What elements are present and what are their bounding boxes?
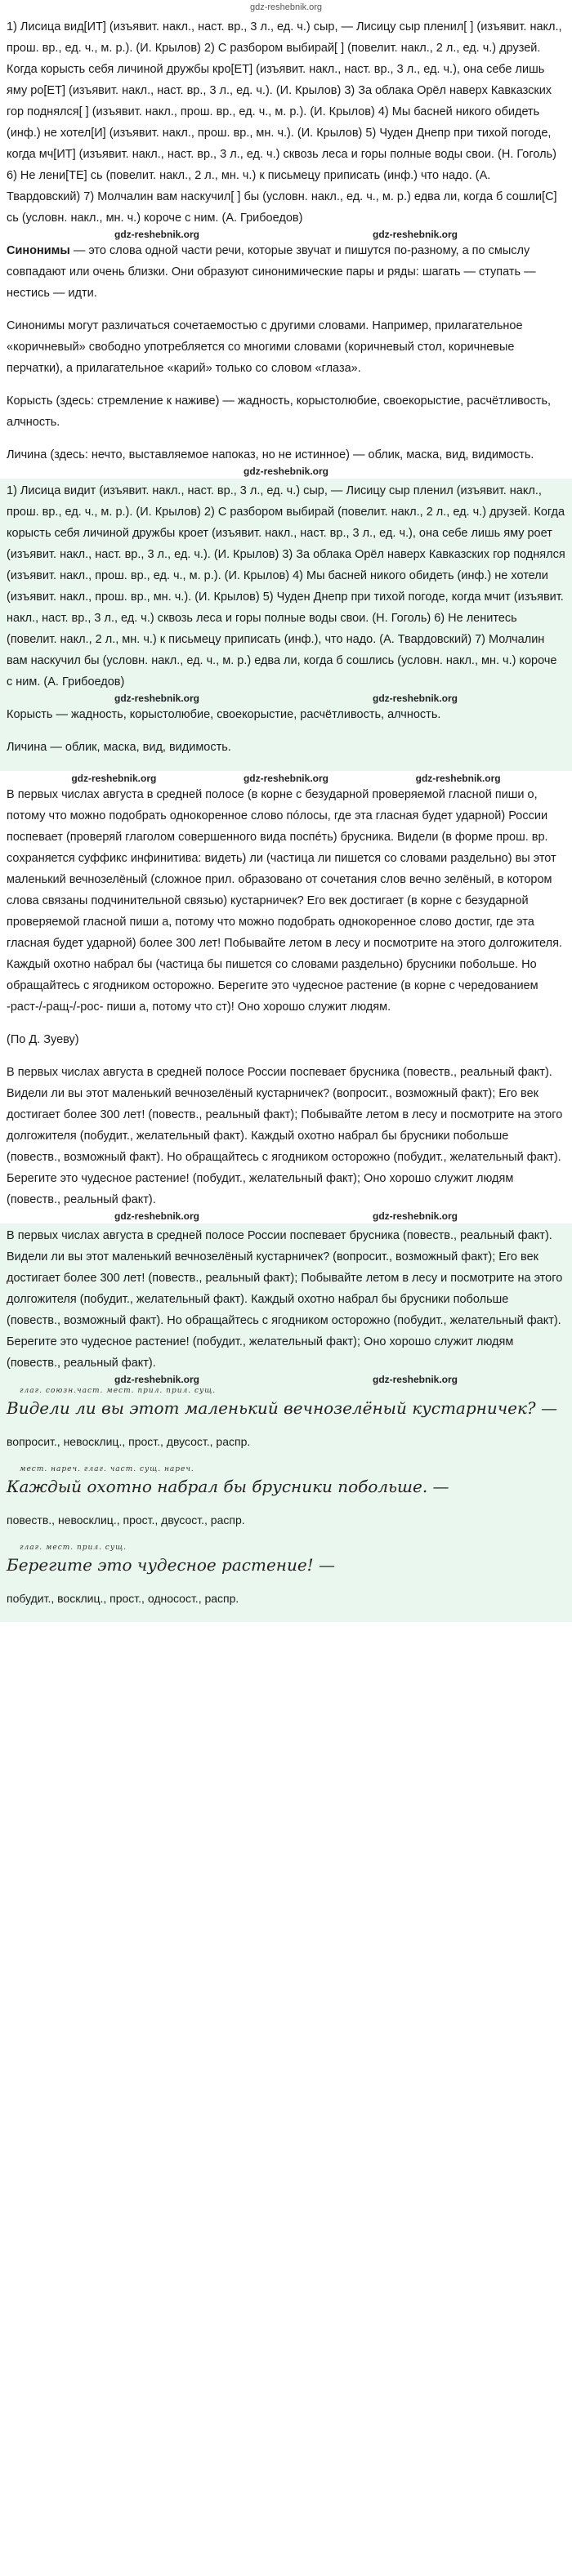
watermark-row — [3, 1210, 569, 1222]
sentence1-characteristics: вопросит., невосклиц., прост., двусост., распр. — [7, 1435, 251, 1448]
sentence1-parsed: Видели ли вы этот маленький вечнозелёный кустарничек? — — [7, 1398, 557, 1418]
synonyms-definition — [3, 240, 569, 304]
task2-author: (По Д. Зуеву) — [7, 1033, 79, 1046]
sentence1-pos-marks: глаг. союзн.част. мест. прил. прил. сущ. — [20, 1387, 217, 1395]
answer3-text: В первых числах августа в средней полосе России поспевает брусника (повеств., реальный факт). Видели ли вы этот маленький вечнозелёный кустарничек? (вопросит., возможный факт); Его век достигает более 300 лет! (повеств., реальный факт); Побывайте летом в лесу и посмотрите на этого долгожителя (побудит., желательный факт). Каждый охотно набрал бы брусники побольше (повеств., возможный факт). Но обращайтесь с ягодником осторожно (побудит., желательный факт). Берегите это чудесное растение! (побудит., желательный факт); Оно хорошо служит людям (повеств., реальный факт). — [7, 1229, 566, 1370]
sentence2-characteristics: повеств., невосклиц., прост., двусост., распр. — [7, 1513, 245, 1526]
synonyms-compat: Синонимы могут различаться сочетаемостью с другими словами. Например, прилагательное «коричневый» свободно употребляется со многими словами (коричневый стол, коричневые перчатки), а прилагательное «карий» только со словом «глаза». — [7, 319, 526, 375]
task3-text: В первых числах августа в средней полосе России поспевает брусника (повеств., реальный факт). Видели ли вы этот маленький вечнозелёный кустарничек? (вопросит., возможный факт); Его век достигает более 300 лет! (повеств., реальный факт); Побывайте летом в лесу и посмотрите на этого долгожителя (побудит., желательный факт). Каждый охотно набрал бы брусники побольше (повеств., возможный факт). Но обращайтесь с ягодником осторожно (побудит., желательный факт). Берегите это чудесное растение! (побудит., желательный факт); Оно хорошо служит людям (повеств., реальный факт). — [7, 1066, 566, 1206]
watermark: gdz-reshebnik.org — [114, 1210, 199, 1222]
task2-section — [0, 771, 572, 1223]
watermark-row — [3, 1374, 569, 1385]
answer3-section — [0, 1223, 572, 1622]
korist-definition: Корысть (здесь: стремление к наживе) — жадность, корыстолюбие, своекорыстие, расчётливость, алчность. — [7, 394, 555, 429]
watermark-row — [3, 693, 569, 704]
answer1-korist: Корысть — жадность, корыстолюбие, своекорыстие, расчётливость, алчность. — [7, 708, 441, 721]
sentence2-pos-marks: мест. нареч. глаг. част. сущ. нареч. — [20, 1465, 194, 1473]
watermark: gdz-reshebnik.org — [243, 773, 328, 784]
synonyms-term: Синонимы — [7, 244, 70, 257]
watermark: gdz-reshebnik.org — [372, 229, 458, 240]
answer1-section — [0, 479, 572, 771]
sentence3-characteristics: побудит., восклиц., прост., односост., распр. — [7, 1592, 239, 1605]
watermark: gdz-reshebnik.org — [71, 773, 157, 784]
task1-section — [0, 15, 572, 479]
watermark-row — [3, 773, 569, 784]
answer1-sentences: 1) Лисица видит (изъявит. накл., наст. вр., 3 л., ед. ч.) сыр, — Лисицу сыр пленил (изъявит. накл., прош. вр., ед. ч., м. р.). (И. Крылов) 2) С разбором выбирай (повелит. накл., 2 л., ед. ч.) друзей. Когда корысть себя личиной дружбы кроет (изъявит. накл., наст. вр., 3 л., ед. ч.), она себе лишь яму роет (изъявит. накл., наст. вр., 3 л., ед. ч.). (И. Крылов) 3) За облака Орёл наверх Кавказских гор поднялся (изъявит. накл., прош. вр., ед. ч., м. р.). (И. Крылов) 4) Мы басней никого обидеть (инф.) не хотели (изъявит. накл., прош. вр., мн. ч.). (И. Крылов) 5) Чуден Днепр при тихой погоде, когда мчит (изъявит. накл., наст. вр., 3 л., ед. ч.) сквозь леса и горы полные воды свои. (Н. Гоголь) 6) Не ленитесь (повелит. накл., 2 л., мн. ч.) к письмецу приписать (инф.), что надо. (А. Твардовский) 7) Молчалин вам наскучил бы (условн. накл., ед. ч., м. р.) едва ли, когда б сошлись (условн. накл., мн. ч.) короче с ним. (А. Грибоедов) — [7, 484, 569, 689]
watermark-row — [3, 466, 569, 477]
answer1-lichina: Личина — облик, маска, вид, видимость. — [7, 741, 231, 754]
sentence3-pos-marks: глаг. мест. прил. сущ. — [20, 1544, 127, 1552]
watermark: gdz-reshebnik.org — [114, 229, 199, 240]
sentence3-parsed: Берегите это чудесное растение! — — [7, 1555, 336, 1575]
task1-sentences: 1) Лисица вид[ИТ] (изъявит. накл., наст. вр., 3 л., ед. ч.) сыр, — Лисицу сыр пленил[ ] (изъявит. накл., прош. вр., ед. ч., м. р.). (И. Крылов) 2) С разбором выбирай[ ] (повелит. накл., 2 л., ед. ч.) друзей. Когда корысть себя личиной дружбы кро[ЕТ] (изъявит. накл., наст. вр., 3 л., ед. ч.), она себе лишь яму ро[ЕТ] (изъявит. накл., наст. вр., 3 л., ед. ч.). (И. Крылов) 3) За облака Орёл наверх Кавказских гор поднялся[ ] (изъявит. накл., прош. вр., ед. ч., м. р.). (И. Крылов) 4) Мы басней никого обидеть (инф.) не хотел[И] (изъявит. накл., прош. вр., мн. ч.). (И. Крылов) 5) Чуден Днепр при тихой погоде, когда мч[ИТ] (изъявит. накл., наст. вр., 3 л., ед. ч.) сквозь леса и горы полные воды свои. (Н. Гоголь) 6) Не лени[ТЕ] сь (повелит. накл., 2 л., мн. ч.) к письмецу приписать (инф.) что надо. (А. Твардовский) 7) Молчалин вам наскучил[ ] бы (условн. накл., ед. ч., м. р.) едва ли, когда б сошли[С] сь (условн. накл., мн. ч.) короче с ним. (А. Грибоедов) — [7, 20, 565, 225]
watermark: gdz-reshebnik.org — [114, 1374, 199, 1385]
watermark: gdz-reshebnik.org — [243, 466, 328, 477]
synonyms-definition-text: — это слова одной части речи, которые звучат и пишутся по-разному, а по смыслу совпадают или очень близки. Они образуют синонимические пары и ряды: шагать — ступать — нестись — идти. — [7, 244, 539, 300]
watermark: gdz-reshebnik.org — [372, 1210, 458, 1222]
watermark: gdz-reshebnik.org — [372, 693, 458, 704]
watermark: gdz-reshebnik.org — [114, 693, 199, 704]
lichina-definition: Личина (здесь: нечто, выставляемое напоказ, но не истинное) — облик, маска, вид, видимость. — [7, 448, 534, 461]
task2-text: В первых числах августа в средней полосе (в корне с безударной проверяемой гласной пиши о, потому что можно подобрать однокоренное слово пóлосы, где эта гласная будет ударной) России поспевает (проверяй глаголом совершенного вида поспéть) брусника. Видели (в форме прош. вр. сохраняется суффикс инфинитива: видеть) ли (частица ли пишется со словами раздельно) вы этот маленький вечнозелёный (сложное прил. образовано от сочетания слов вечно зелёный, в котором слова связаны подчинительной связью) кустарничек? Его век достигает (в корне с безударной проверяемой гласной пиши а, потому что можно подобрать однокоренное слово достиг, где эта гласная будет ударной) более 300 лет! Побывайте летом в лесу и посмотрите на этого долгожителя. Каждый охотно набрал бы (частица бы пишется со словами раздельно) брусники побольше. Но обращайтесь с ягодником осторожно. Берегите это чудесное растение (в корне с чередованием -раст-/-ращ-/-рос- пиши а, потому что ст)! Оно хорошо служит людям. — [7, 788, 565, 1014]
watermark: gdz-reshebnik.org — [372, 1374, 458, 1385]
watermark: gdz-reshebnik.org — [415, 773, 501, 784]
site-header[interactable]: gdz-reshebnik.org — [249, 2, 323, 12]
watermark-row — [3, 229, 569, 240]
sentence2-parsed: Каждый охотно набрал бы брусники побольше. — — [7, 1477, 449, 1496]
